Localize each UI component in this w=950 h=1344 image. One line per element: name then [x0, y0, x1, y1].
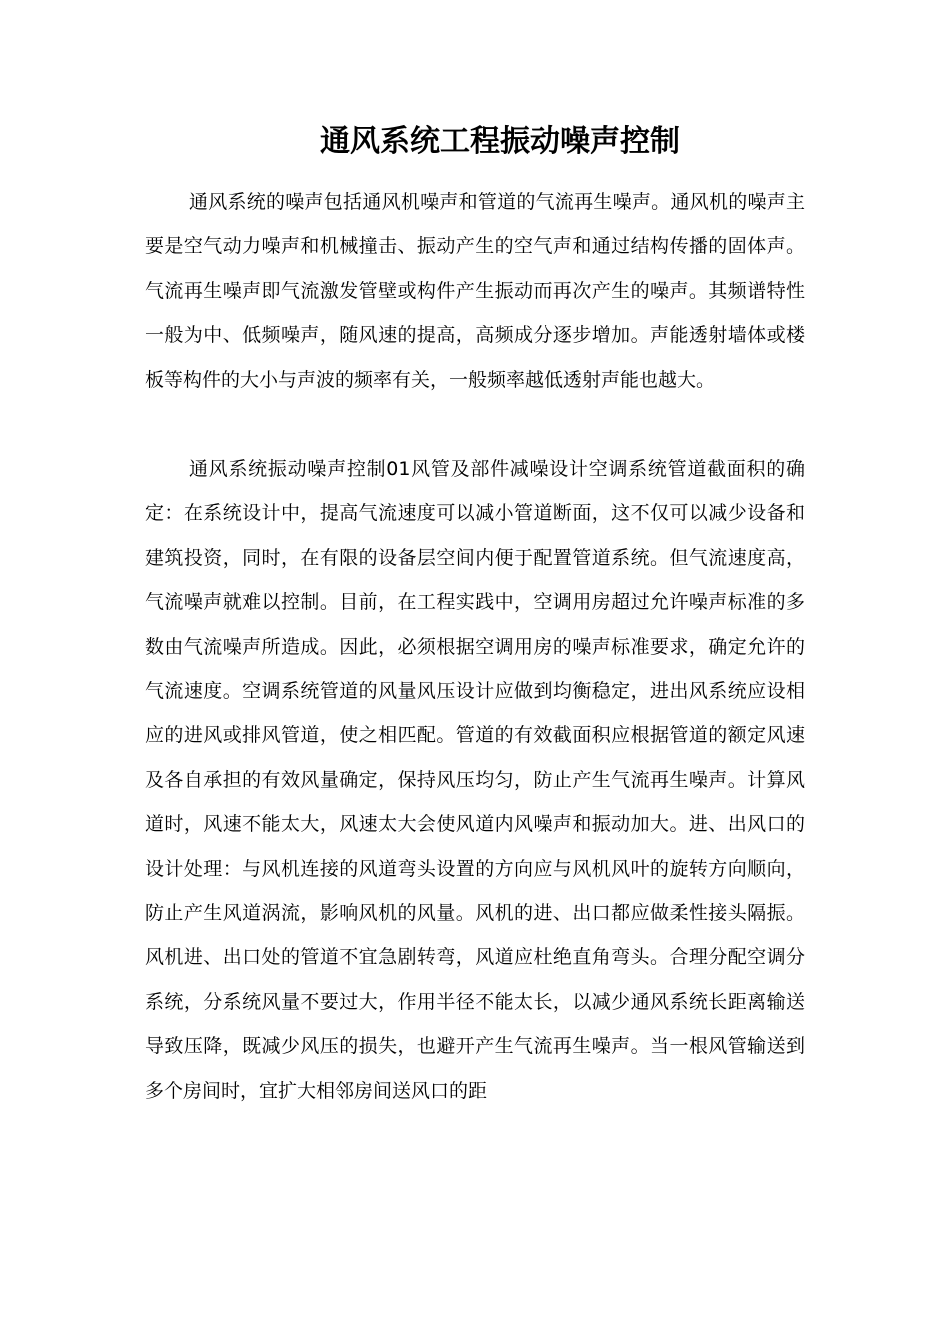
paragraph-noise-sources: 通风系统的噪声包括通风机噪声和管道的气流再生噪声。通风机的噪声主要是空气动力噪声和机械撞击、振动产生的空气声和通过结构传播的固体声。气流再生噪声即气流激发管壁或构件产生振动而再次产生的噪声。其频谱特性一般为中、低频噪声，随风速的提高，高频成分逐步增加。声能透射墙体或楼板等构件的大小与声波的频率有关，一般频率越低透射声能也越大。 — [145, 191, 805, 391]
paragraph-duct-noise-control: 通风系统振动噪声控制01风管及部件减噪设计空调系统管道截面积的确定：在系统设计中，提高气流速度可以减小管道断面，这不仅可以减少设备和建筑投资，同时，在有限的设备层空间内便于配置管道系统。但气流速度高，气流噪声就难以控制。目前，在工程实践中，空调用房超过允许噪声标准的多数由气流噪声所造成。因此，必须根据空调用房的噪声标准要求，确定允许的气流速度。空调系统管道的风量风压设计应做到均衡稳定，进出风系统应设相应的进风或排风管道，使之相匹配。管道的有效截面积应根据管道的额定风速及各自承担的有效风量确定，保持风压均匀，防止产生气流再生噪声。计算风道时，风速不能太大，风速太大会使风道内风噪声和振动加大。进、出风口的设计处理：与风机连接的风道弯头设置的方向应与风机风叶的旋转方向顺向，防止产生风道涡流，影响风机的风量。风机的进、出口都应做柔性接头隔振。风机进、出口处的管道不宜急剧转弯，风道应杜绝直角弯头。合理分配空调分系统，分系统风量不要过大，作用半径不能太长，以减少通风系统长距离输送导致压降，既减少风压的损失，也避开产生气流再生噪声。当一根风管输送到多个房间时，宜扩大相邻房间送风口的距 — [145, 458, 805, 1102]
document-title: 通风系统工程振动噪声控制 — [320, 124, 680, 159]
